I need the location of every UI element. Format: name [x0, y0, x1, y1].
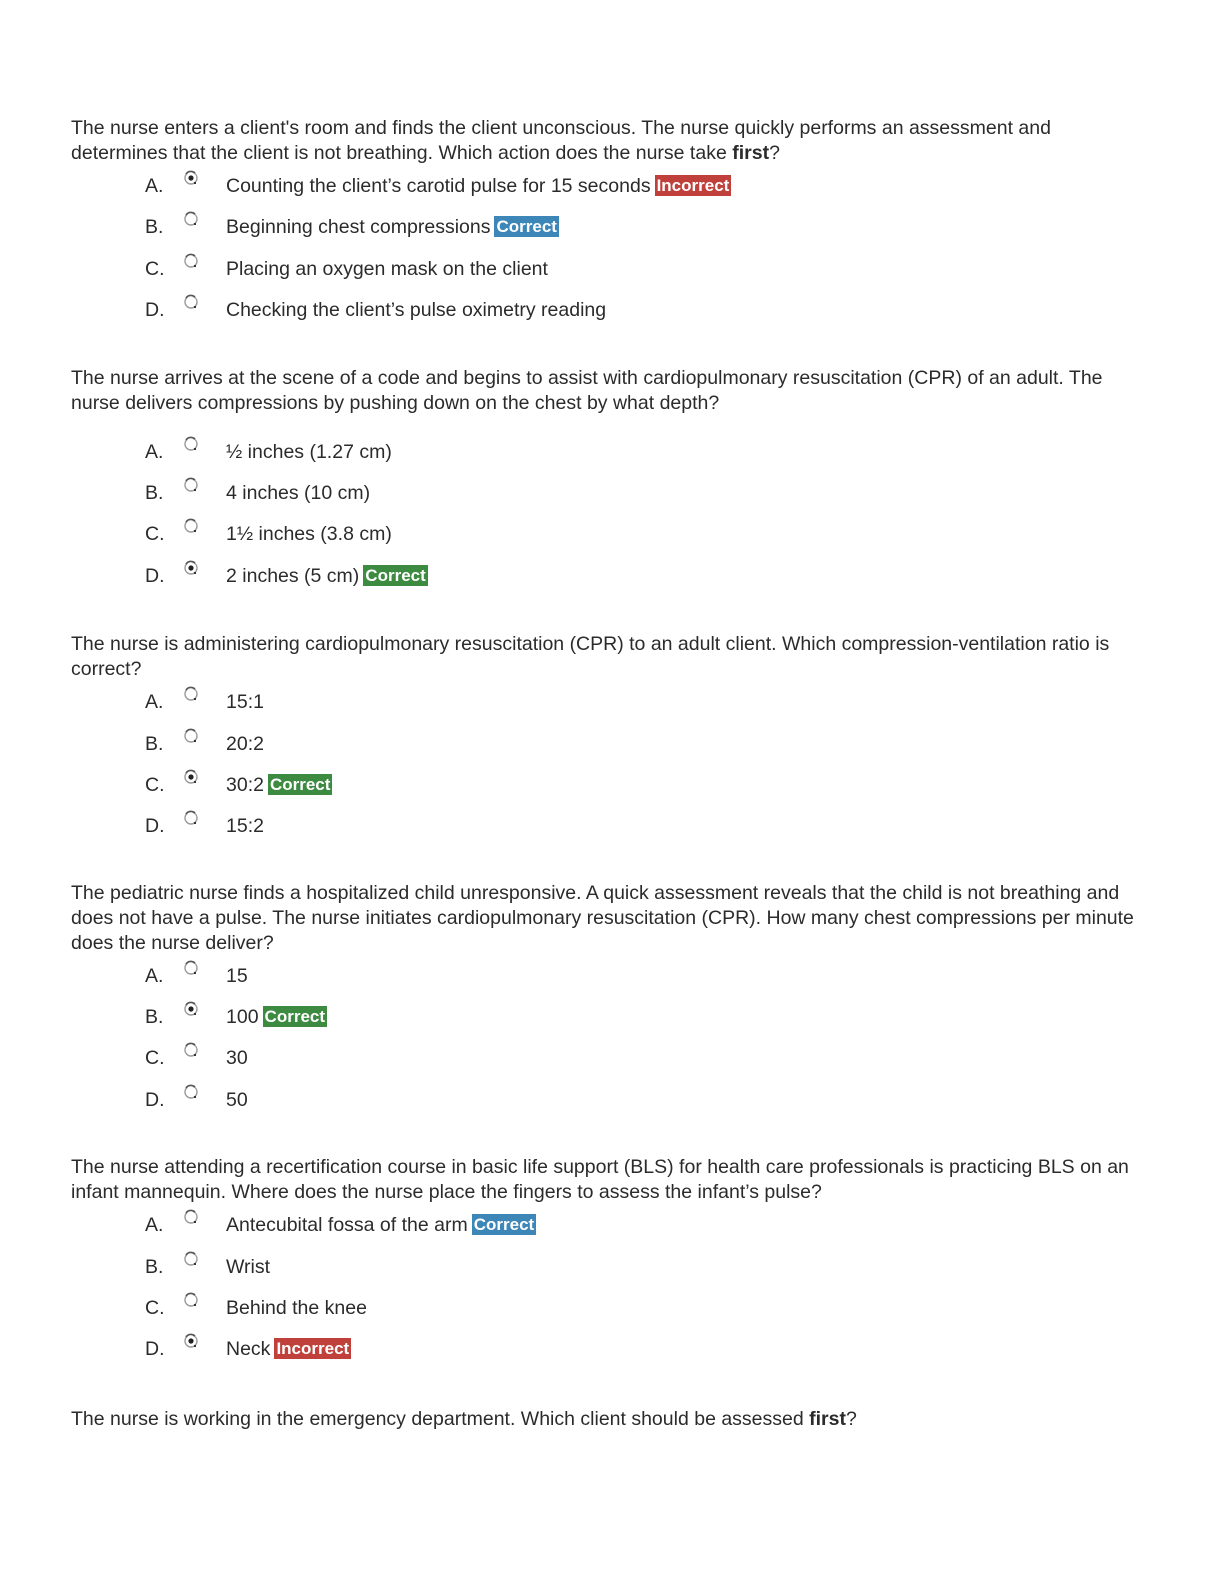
radio-unselected-icon[interactable]	[183, 518, 201, 536]
radio-selected-icon[interactable]	[183, 1001, 201, 1019]
option-label: 15:2	[226, 815, 264, 838]
radio-unselected-icon[interactable]	[183, 1292, 201, 1310]
result-badge: Correct	[365, 565, 426, 585]
option-text	[226, 1288, 367, 1329]
question-text	[71, 881, 1151, 956]
answer-option[interactable]	[71, 724, 1151, 765]
option-text	[226, 166, 731, 207]
option-text	[226, 765, 332, 806]
radio-unselected-icon[interactable]	[183, 1084, 201, 1102]
option-text	[226, 956, 248, 997]
result-badge: Incorrect	[276, 1339, 350, 1359]
option-letter: C.	[145, 773, 165, 796]
option-label: ½ inches (1.27 cm)	[226, 440, 392, 463]
option-label: 50	[226, 1088, 248, 1111]
question-block	[71, 1155, 1151, 1371]
option-letter: D.	[145, 299, 165, 322]
option-text	[226, 1080, 248, 1121]
option-text	[226, 290, 606, 331]
radio-selected-icon[interactable]	[183, 769, 201, 787]
answer-options	[71, 1205, 1151, 1371]
radio-unselected-icon[interactable]	[183, 477, 201, 495]
option-letter: C.	[145, 1047, 165, 1070]
answer-option[interactable]	[71, 473, 1151, 514]
option-text	[226, 556, 428, 597]
answer-option[interactable]	[71, 432, 1151, 473]
option-label: Behind the knee	[226, 1297, 367, 1320]
option-label: Counting the client’s carotid pulse for 15 seconds	[226, 175, 651, 197]
answer-option[interactable]	[71, 1205, 1151, 1246]
option-label: 4 inches (10 cm)	[226, 481, 371, 504]
option-letter: D.	[145, 1088, 165, 1111]
answer-option[interactable]	[71, 166, 1151, 207]
option-text	[226, 997, 327, 1038]
option-letter: A.	[145, 1214, 164, 1237]
option-letter: C.	[145, 1297, 165, 1320]
option-label: 30:2	[226, 773, 264, 796]
answer-options	[71, 166, 1151, 332]
result-badge: Correct	[496, 217, 557, 237]
option-label: 15:1	[226, 691, 264, 714]
question-block	[71, 1407, 1151, 1432]
answer-option[interactable]	[71, 514, 1151, 555]
answer-option[interactable]	[71, 997, 1151, 1038]
radio-selected-icon[interactable]	[183, 170, 201, 188]
option-label: Neck	[226, 1338, 271, 1361]
option-text	[226, 207, 559, 248]
question-text	[71, 1407, 1151, 1432]
radio-selected-icon[interactable]	[183, 1333, 201, 1351]
question-block	[71, 881, 1151, 1122]
radio-selected-icon[interactable]	[183, 560, 201, 578]
radio-unselected-icon[interactable]	[183, 1042, 201, 1060]
result-badge: Correct	[264, 1007, 326, 1027]
question-text-main: The nurse attending a recertification course in basic life support (BLS) for health care professionals is practicing BLS on an infant mannequin. Where does the nurse place the fingers to assess the infant’s pulse?	[71, 1156, 1129, 1204]
radio-unselected-icon[interactable]	[183, 960, 201, 978]
option-letter: C.	[145, 523, 165, 546]
question-text-main: The pediatric nurse finds a hospitalized child unresponsive. A quick assessment reveals that the child is not breathing and does not have a pulse. The nurse initiates cardiopulmonary resuscitation (CPR). How many chest compressions per minute does the nurse deliver?	[71, 881, 1134, 954]
option-letter: B.	[145, 1255, 164, 1278]
question-text-end: ?	[845, 1407, 857, 1430]
answer-option[interactable]	[71, 806, 1151, 847]
radio-unselected-icon[interactable]	[183, 728, 201, 746]
answer-options	[71, 956, 1151, 1122]
answer-option[interactable]	[71, 249, 1151, 290]
option-label: 2 inches (5 cm)	[226, 564, 360, 587]
option-label: 100	[226, 1006, 259, 1029]
answer-option[interactable]	[71, 207, 1151, 248]
option-label: Beginning chest compressions	[226, 216, 491, 239]
option-text	[226, 1038, 248, 1079]
option-text	[226, 806, 264, 847]
option-text	[226, 473, 370, 514]
radio-unselected-icon[interactable]	[183, 686, 201, 704]
question-emphasis: first	[809, 1407, 846, 1430]
option-text	[226, 249, 548, 290]
radio-unselected-icon[interactable]	[183, 211, 201, 229]
option-letter: B.	[145, 481, 164, 504]
option-letter: A.	[145, 964, 164, 987]
radio-unselected-icon[interactable]	[183, 294, 201, 312]
question-text	[71, 1155, 1151, 1205]
radio-unselected-icon[interactable]	[183, 1209, 201, 1227]
option-letter: B.	[145, 1006, 164, 1029]
option-letter: D.	[145, 815, 165, 838]
answer-option[interactable]	[71, 1247, 1151, 1288]
answer-option[interactable]	[71, 765, 1151, 806]
answer-options	[71, 682, 1151, 848]
answer-option[interactable]	[71, 1038, 1151, 1079]
question-text	[71, 632, 1151, 682]
option-text	[226, 682, 264, 723]
answer-option[interactable]	[71, 1329, 1151, 1370]
question-block	[71, 366, 1151, 598]
answer-option[interactable]	[71, 1288, 1151, 1329]
option-letter: A.	[145, 440, 164, 463]
option-text	[226, 432, 392, 473]
radio-unselected-icon[interactable]	[183, 1251, 201, 1269]
question-emphasis: first	[732, 142, 770, 164]
option-letter: B.	[145, 732, 164, 755]
answer-option[interactable]	[71, 682, 1151, 723]
option-text	[226, 1329, 351, 1370]
quiz-page	[71, 116, 1151, 1432]
answer-option[interactable]	[71, 556, 1151, 597]
question-block	[71, 632, 1151, 848]
option-label: 15	[226, 964, 248, 987]
radio-unselected-icon[interactable]	[183, 810, 201, 828]
question-text-main: The nurse is working in the emergency department. Which client should be assessed	[71, 1407, 810, 1430]
question-text-end: ?	[769, 142, 780, 164]
result-badge: Correct	[473, 1215, 535, 1235]
option-text	[226, 1205, 536, 1246]
answer-option[interactable]	[71, 1080, 1151, 1121]
option-text	[226, 514, 392, 555]
answer-options	[71, 432, 1151, 598]
option-letter: C.	[145, 257, 165, 280]
option-label: Placing an oxygen mask on the client	[226, 257, 548, 280]
result-badge: Incorrect	[656, 176, 730, 195]
radio-unselected-icon[interactable]	[183, 253, 201, 271]
answer-option[interactable]	[71, 956, 1151, 997]
option-label: 20:2	[226, 732, 264, 755]
option-letter: A.	[145, 175, 164, 197]
option-letter: D.	[145, 1338, 165, 1361]
option-label: Wrist	[226, 1255, 271, 1278]
option-letter: A.	[145, 691, 164, 714]
answer-option[interactable]	[71, 290, 1151, 331]
option-label: Checking the client’s pulse oximetry reading	[226, 299, 607, 322]
question-block	[71, 116, 1151, 332]
result-badge: Correct	[269, 774, 331, 794]
question-text-main: The nurse is administering cardiopulmonary resuscitation (CPR) to an adult client. Which compression-ventilation ratio is correct?	[71, 633, 1110, 681]
question-text	[71, 366, 1151, 416]
option-text	[226, 1247, 270, 1288]
option-label: 30	[226, 1047, 248, 1070]
option-letter: D.	[145, 564, 165, 587]
radio-unselected-icon[interactable]	[183, 436, 201, 454]
question-text-main: The nurse enters a client's room and finds the client unconscious. The nurse quickly performs an assessment and determines that the client is not breathing. Which action does the nurse take	[71, 117, 1051, 164]
option-label: 1½ inches (3.8 cm)	[226, 523, 392, 546]
option-text	[226, 724, 264, 765]
option-label: Antecubital fossa of the arm	[226, 1214, 468, 1237]
question-text	[71, 116, 1151, 166]
option-letter: B.	[145, 216, 164, 239]
question-text-main: The nurse arrives at the scene of a code and begins to assist with cardiopulmonary resuscitation (CPR) of an adult. The nurse delivers compressions by pushing down on the chest by what depth?	[71, 366, 1103, 414]
